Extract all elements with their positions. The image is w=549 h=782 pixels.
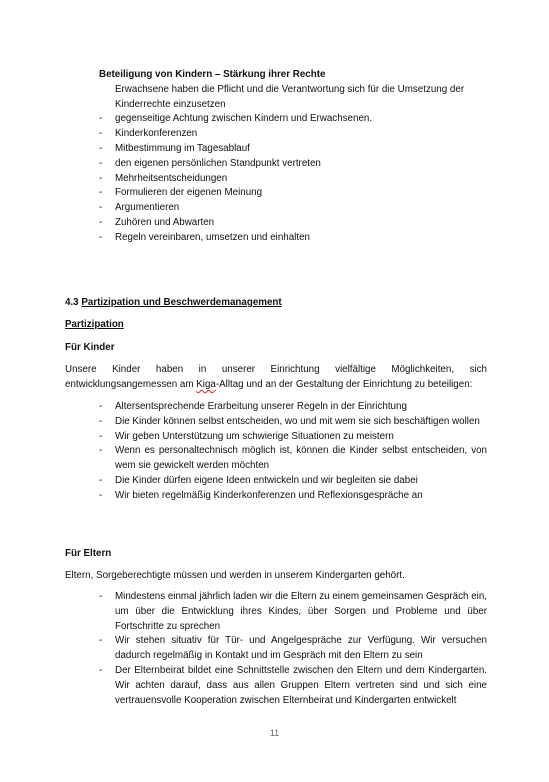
rights-list [99, 112, 491, 245]
rights-intro: Erwachsene haben die Pflicht und die Verantwortung sich für die Umsetzung der Kinderrechte einzusetzen [115, 83, 465, 110]
list-item: - Mitbestimmung im Tagesablauf [99, 142, 491, 157]
parents-list [99, 590, 487, 708]
paragraph-text: -Alltag und an der Gestaltung der Einrichtung zu beteiligen: [215, 378, 473, 390]
list-item: - Die Kinder können selbst entscheiden, wo und mit wem sie sich beschäftigen wollen [99, 415, 487, 430]
subheading-participation: Partizipation [65, 319, 124, 330]
list-item: - Der Elternbeirat bildet eine Schnittstelle zwischen den Eltern und dem Kindergarten. Wir achten darauf, dass aus allen Gruppen Eltern vertreten sind und sich eine vertrauensvolle Kooperation zwischen Elternbeirat und Kindergarten entwickelt [99, 664, 487, 708]
list-item: - gegenseitige Achtung zwischen Kindern und Erwachsenen. [99, 112, 491, 127]
spellcheck-word: Kiga [196, 378, 216, 390]
section-number: 4.3 [65, 297, 82, 308]
children-list [99, 400, 487, 504]
paragraph-text: Unsere Kinder haben in unserer Einrichtung vielfältige Möglichkeiten, sich entwicklungsangemessen am [65, 364, 487, 390]
subheading-parents: Für Eltern [65, 548, 112, 559]
page-number: 11 [269, 728, 280, 738]
list-item: - Formulieren der eigenen Meinung [99, 186, 491, 201]
rights-heading: Beteiligung von Kindern – Stärkung ihrer Rechte [99, 69, 326, 80]
section-heading [65, 296, 282, 311]
children-paragraph [65, 363, 487, 393]
rights-section [99, 68, 491, 246]
list-item: - Wir stehen situativ für Tür- und Angelgespräche zur Verfügung. Wir versuchen dadurch regelmäßig in Kontakt und im Gespräch mit den Eltern zu sein [99, 634, 487, 664]
list-item: - Altersentsprechende Erarbeitung unserer Regeln in der Einrichtung [99, 400, 487, 415]
parents-paragraph: Eltern, Sorgeberechtigte müssen und werden in unserem Kindergarten gehört. [65, 570, 405, 581]
list-item: - Wenn es personaltechnisch möglich ist, können die Kinder selbst entscheiden, von wem sie gewickelt werden möchten [99, 444, 487, 474]
list-item: - den eigenen persönlichen Standpunkt vertreten [99, 157, 491, 172]
children-list-block [99, 400, 487, 504]
list-item: - Regeln vereinbaren, umsetzen und einhalten [99, 231, 491, 246]
list-item: - Argumentieren [99, 201, 491, 216]
section-title: Partizipation und Beschwerdemanagement [81, 297, 282, 308]
list-item: - Mehrheitsentscheidungen [99, 172, 491, 187]
subheading-children: Für Kinder [65, 342, 115, 353]
list-item: - Kinderkonferenzen [99, 127, 491, 142]
list-item: - Wir bieten regelmäßig Kinderkonferenzen und Reflexionsgespräche an [99, 489, 487, 504]
list-item: - Wir geben Unterstützung um schwierige Situationen zu meistern [99, 430, 487, 445]
parents-list-block [99, 590, 487, 708]
list-item: - Die Kinder dürfen eigene Ideen entwickeln und wir begleiten sie dabei [99, 474, 487, 489]
list-item: - Mindestens einmal jährlich laden wir die Eltern zu einem gemeinsamen Gespräch ein, um über die Entwicklung ihres Kindes, über Sorgen und Probleme und über Fortschritte zu sprechen [99, 590, 487, 634]
list-item: - Zuhören und Abwarten [99, 216, 491, 231]
